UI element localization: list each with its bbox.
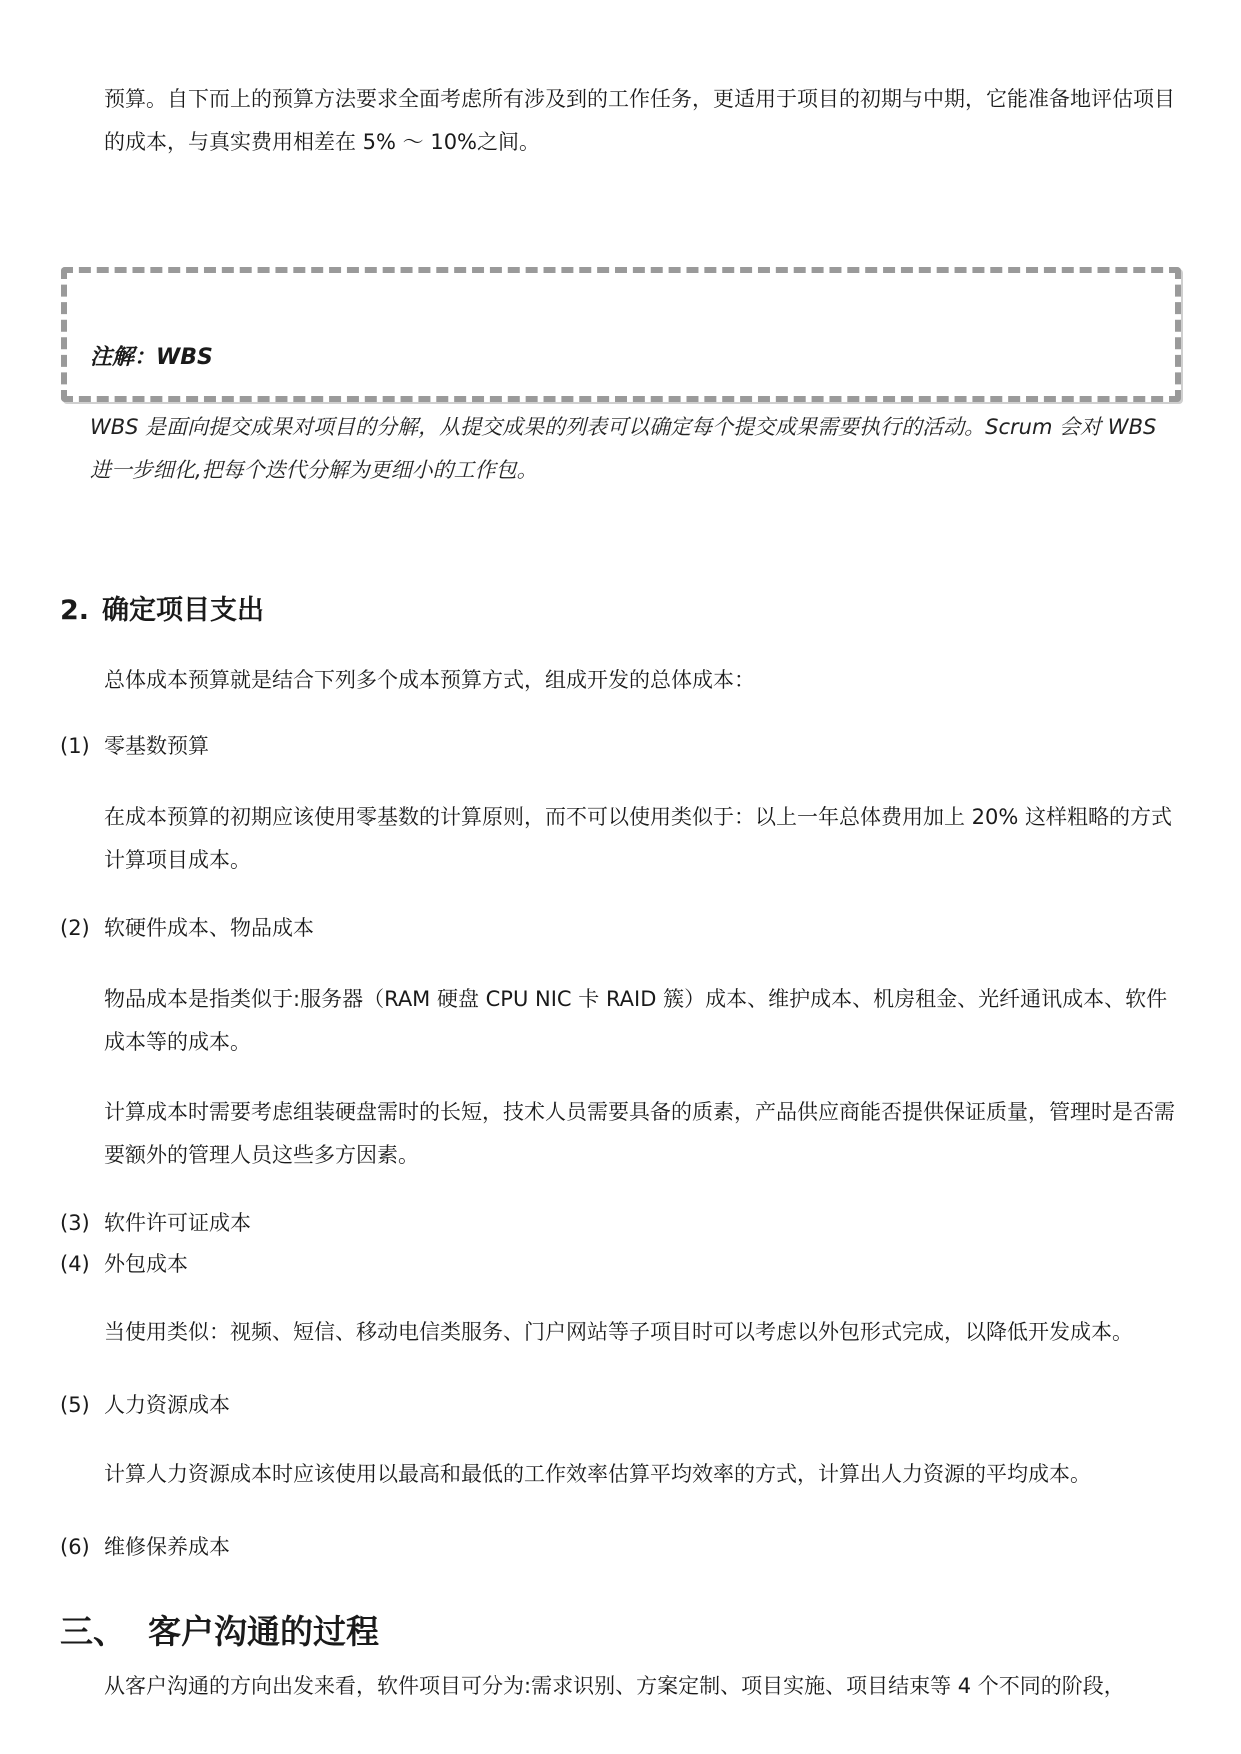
list-item-2-paragraph-1: 物品成本是指类似于:服务器（RAM 硬盘 CPU NIC 卡 RAID 簇）成本、维护成本、机房租金、光纤通讯成本、软件成本等的成本。 xyxy=(104,987,1168,1054)
list-item-2-paragraph-2: 计算成本时需要考虑组装硬盘需时的长短，技术人员需要具备的质素，产品供应商能否提供保证质量，管理时是否需要额外的管理人员这些多方因素。 xyxy=(104,1100,1175,1167)
list-item-number: (5) xyxy=(60,1393,90,1417)
intro-paragraph: 预算。自下而上的预算方法要求全面考虑所有涉及到的工作任务，更适用于项目的初期与中期，它能准备地评估项目的成本，与真实费用相差在 5% ～ 10%之间。 xyxy=(104,87,1175,154)
section-3-title: 客户沟通的过程 xyxy=(148,1612,379,1651)
list-item-number: (4) xyxy=(60,1252,90,1276)
section-3-number: 三、 xyxy=(60,1612,126,1651)
list-item-number: (1) xyxy=(60,734,90,758)
section-3-intro: 从客户沟通的方向出发来看，软件项目可分为:需求识别、方案定制、项目实施、项目结束等 4 个不同的阶段， xyxy=(104,1674,1125,1698)
list-item-label: 软硬件成本、物品成本 xyxy=(104,916,314,940)
section-2-intro: 总体成本预算就是结合下列多个成本预算方式，组成开发的总体成本： xyxy=(104,668,755,692)
list-item-4 xyxy=(60,1249,188,1279)
note-body: WBS 是面向提交成果对项目的分解，从提交成果的列表可以确定每个提交成果需要执行的活动。Scrum 会对 WBS 进一步细化,把每个迭代分解为更细小的工作包。 xyxy=(90,415,1157,482)
list-item-label: 人力资源成本 xyxy=(104,1393,230,1417)
list-item-label: 外包成本 xyxy=(104,1252,188,1276)
note-title: 注解：WBS xyxy=(90,345,213,370)
list-item-number: (3) xyxy=(60,1211,90,1235)
section-2-number: 2. xyxy=(60,595,90,626)
list-item-2 xyxy=(60,913,314,943)
list-item-number: (2) xyxy=(60,916,90,940)
list-item-4-paragraph: 当使用类似：视频、短信、移动电信类服务、门户网站等子项目时可以考虑以外包形式完成，以降低开发成本。 xyxy=(104,1320,1133,1344)
list-item-3 xyxy=(60,1208,251,1238)
section-2-title: 确定项目支出 xyxy=(102,595,264,626)
list-item-5-paragraph: 计算人力资源成本时应该使用以最高和最低的工作效率估算平均效率的方式，计算出人力资源的平均成本。 xyxy=(104,1462,1091,1486)
section-2-heading xyxy=(60,588,264,627)
list-item-5 xyxy=(60,1390,230,1420)
list-item-6 xyxy=(60,1532,230,1562)
list-item-number: (6) xyxy=(60,1535,90,1559)
list-item-1 xyxy=(60,731,209,761)
section-3-heading xyxy=(60,1606,379,1653)
list-item-label: 零基数预算 xyxy=(104,734,209,758)
note-box xyxy=(61,267,1181,402)
list-item-1-paragraph: 在成本预算的初期应该使用零基数的计算原则，而不可以使用类似于：以上一年总体费用加上 20% 这样粗略的方式计算项目成本。 xyxy=(104,805,1173,872)
list-item-label: 维修保养成本 xyxy=(104,1535,230,1559)
list-item-label: 软件许可证成本 xyxy=(104,1211,251,1235)
